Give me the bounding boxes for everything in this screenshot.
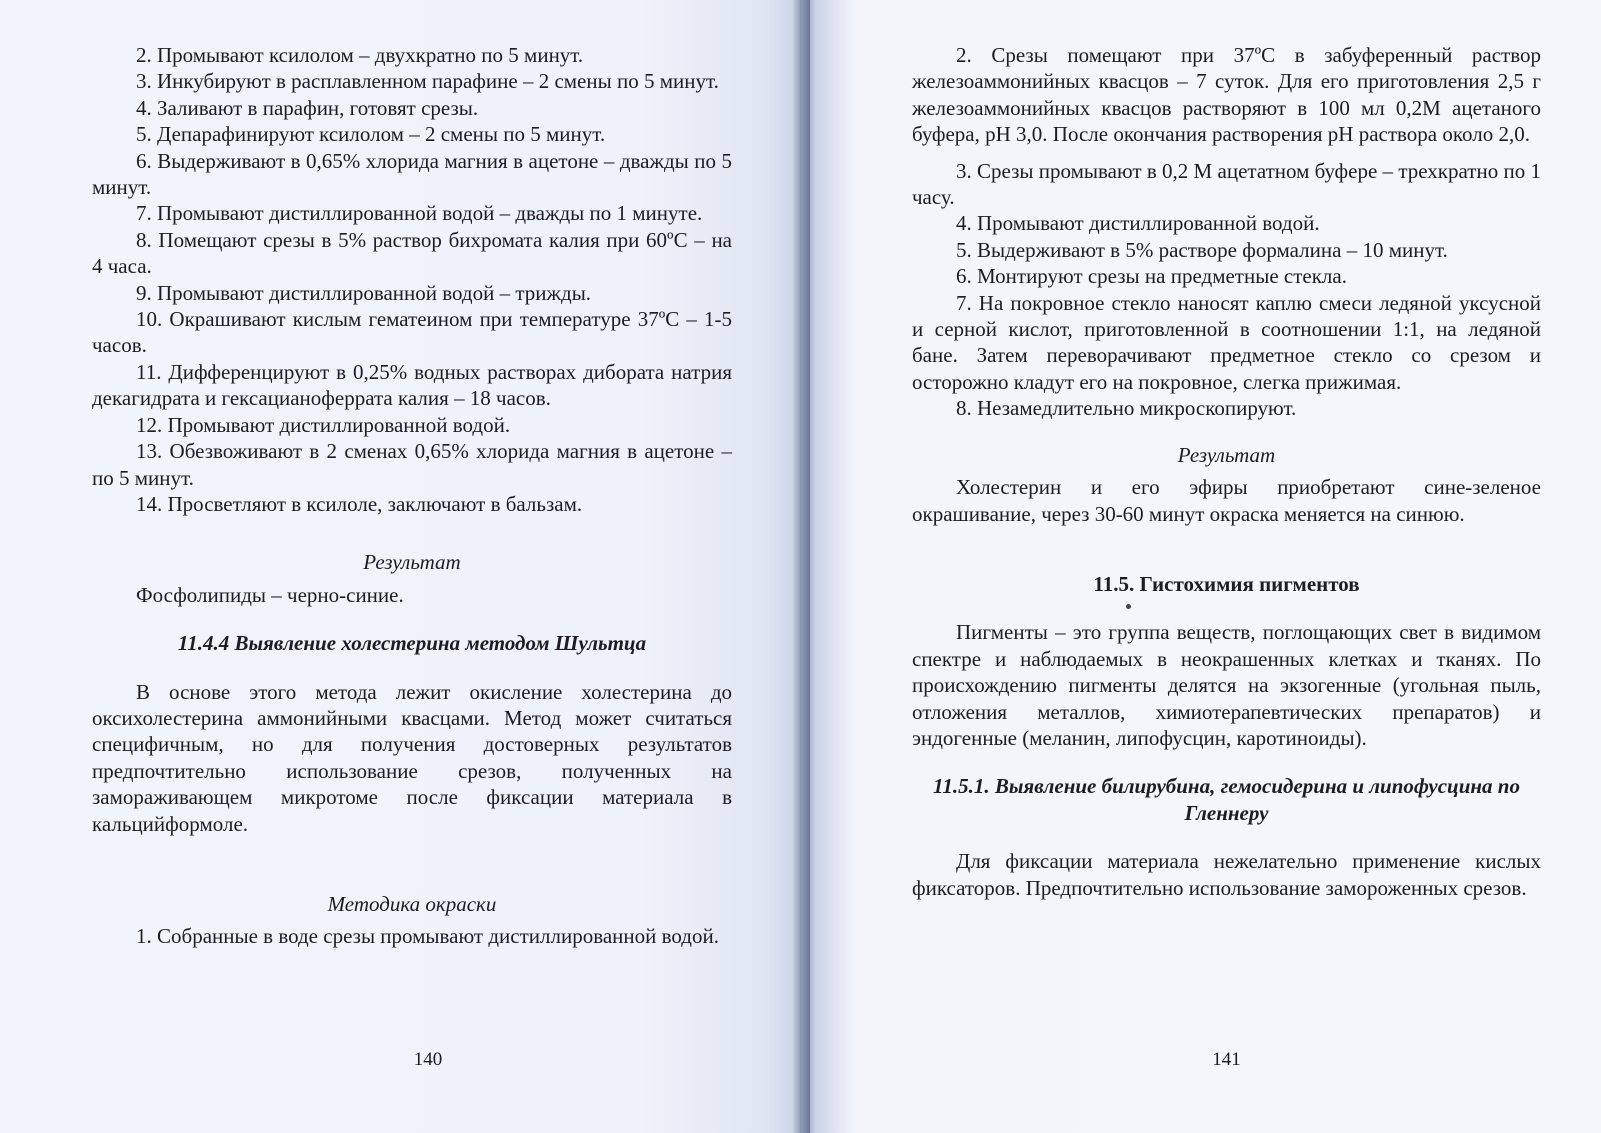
right-item-6: 6. Монтируют срезы на предметные стекла. [956,264,1347,289]
book-gutter [792,0,810,1133]
right-page-number: 141 [1212,1049,1241,1070]
right-result-text: Холестерин и его эфиры приобретают сине-зеленое окрашивание, через 30-60 минут окраска меняется на синюю. [912,475,1541,526]
left-item-10: 10. Окрашивают кислым гематеином при температуре 37ºС – 1-5 часов. [92,307,732,358]
left-section-paragraph: В основе этого метода лежит окисление холестерина до оксихолестерина аммонийными квасцами. Метод может считаться специфичным, но для получения достоверных результатов предпочтительно использование срезов, полученных на замораживающем микротоме после фиксации материала в кальцийформоле. [92,679,732,836]
left-item-4: 4. Заливают в парафин, готовят срезы. [136,95,479,120]
left-item-3: 3. Инкубируют в расплавленном парафине – 2 смены по 5 минут. [136,69,719,94]
right-item-7: 7. На покровное стекло наносят каплю смеси ледяной уксусной и серной кислот, приготовленной в соотношении 1:1, на ледяной бане. Затем переворачивают предметное стекло со срезом и осторожно кладут его на покровное, слегка прижимая. [912,290,1541,394]
right-result-heading: Результат [1177,442,1276,467]
left-item-14: 14. Просветляют в ксилоле, заключают в бальзам. [136,491,583,516]
left-page-number: 140 [413,1049,443,1070]
right-section-heading: 11.5. Гистохимия пигментов [1093,571,1360,596]
left-result-heading: Результат [363,550,461,575]
right-subsection-heading: 11.5.1. Выявление билирубина, гемосидерина и липофусцина по Гленнеру [932,774,1520,825]
left-section-heading: 11.4.4 Выявление холестерина методом Шультца [177,631,647,656]
right-page [800,0,1601,1133]
stray-dot-mark [1126,604,1131,609]
left-item-7: 7. Промывают дистиллированной водой – дважды по 1 минуте. [136,201,703,226]
right-item-2: 2. Срезы помещают при 37ºС в забуференный раствор железоаммонийных квасцов – 7 суток. Для его приготовления 2,5 г железоаммонийных квасцов растворяют в 100 мл 0,2М ацетаного буфера, рН 3,0. После окончания растворения рН раствора около 2,0. [912,43,1541,147]
left-method-heading: Методика окраски [327,891,497,916]
left-result-text: Фосфолипиды – черно-синие. [136,582,404,607]
left-method-item-1: 1. Собранные в воде срезы промывают дистиллированной водой. [136,924,719,949]
right-item-8: 8. Незамедлительно микроскопируют. [956,396,1297,421]
right-item-3: 3. Срезы промывают в 0,2 М ацетатном буфере – трехкратно по 1 часу. [912,158,1541,210]
left-item-6: 6. Выдерживают в 0,65% хлорида магния в ацетоне – дважды по 5 минут. [92,148,732,200]
left-item-12: 12. Промывают дистиллированной водой. [136,412,511,437]
right-subsection-paragraph: Для фиксации материала нежелательно применение кислых фиксаторов. Предпочтительно использование замороженных срезов. [912,849,1541,900]
left-item-2: 2. Промывают ксилолом – двухкратно по 5 минут. [136,43,584,67]
left-item-8: 8. Помещают срезы в 5% раствор бихромата калия при 60ºС – на 4 часа. [92,227,732,279]
left-item-13: 13. Обезвоживают в 2 сменах 0,65% хлорида магния в ацетоне – по 5 минут. [92,439,732,490]
right-item-5: 5. Выдерживают в 5% растворе формалина – 10 минут. [956,237,1448,262]
left-item-11: 11. Дифференцируют в 0,25% водных растворах дибората натрия декагидрата и гексацианоферрата калия – 18 часов. [92,359,732,411]
left-page [0,0,800,1133]
left-item-9: 9. Промывают дистиллированной водой – трижды. [136,280,592,305]
right-item-4: 4. Промывают дистиллированной водой. [956,211,1320,236]
left-item-5: 5. Депарафинируют ксилолом – 2 смены по 5 минут. [136,122,606,147]
right-section-paragraph: Пигменты – это группа веществ, поглощающих свет в видимом спектре и наблюдаемых в неокрашенных клетках и тканях. По происхождению пигменты делятся на экзогенные (угольная пыль, отложения металлов, химиотерапевтических препаратов) и эндогенные (меланин, липофусцин, каротиноиды). [912,620,1541,750]
